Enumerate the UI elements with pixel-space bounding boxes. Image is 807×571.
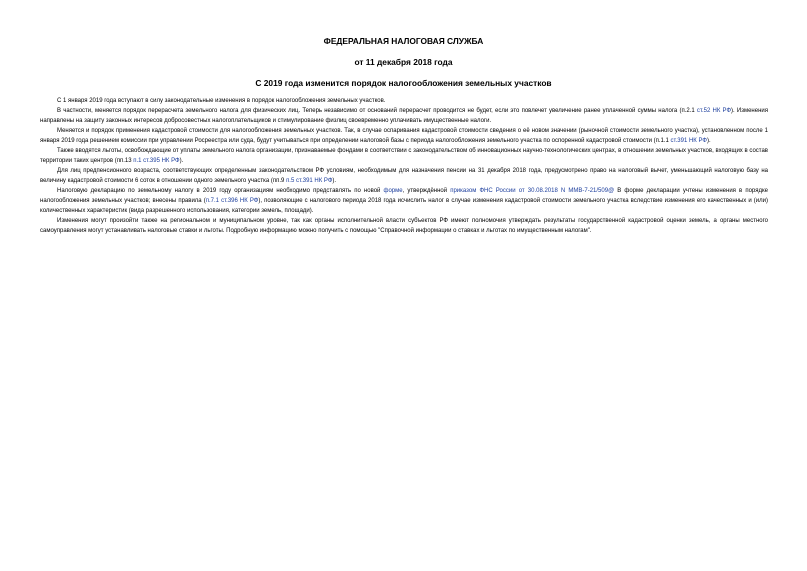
law-reference-link[interactable]: п.1 ст.395 НК РФ <box>133 158 180 164</box>
paragraph <box>40 106 768 126</box>
law-reference-link[interactable]: форме <box>383 188 403 194</box>
paragraph-text: Изменения могут произойти также на региональном и муниципальном уровне, так как органы исполнительной власти субъектов РФ имеют полномочия утверждать результаты государственной кадастровой оценки земель, а органы местного самоуправления могут устанавливать налоговые ставки и льготы. Подробную информацию можно получить с помощью "Справочной информации о ставках и льготах по имущественным налогам". <box>40 218 768 234</box>
paragraph <box>40 186 768 216</box>
paragraph <box>40 146 768 166</box>
paragraph-text: Меняется и порядок применения кадастровой стоимости для налогообложения земельных участков. Так, в случае оспаривания кадастровой стоимости сведения о её новом значении (рыночной стоимости земельного участка), установленном после 1 января 2019 года решением комиссии при управлении Росреестра или суда, будут учитываться при определении налоговой базы с периода налогообложения земельного участка по оспоренной кадастровой стоимости (п.1.1 <box>40 128 768 144</box>
paragraph-text: ). <box>706 138 711 144</box>
paragraph <box>40 216 768 236</box>
paragraph-text: ). <box>332 178 337 184</box>
paragraph-text: ). Изменения направлены на защиту законных интересов добросовестных налогоплательщиков и стимулирование физлиц своевременно уплачивать имущественные налоги. <box>40 108 768 124</box>
law-reference-link[interactable]: ст.52 НК РФ <box>696 108 732 114</box>
law-reference-link[interactable]: п.5 ст.391 НК РФ <box>286 178 333 184</box>
paragraph-text: Налоговую декларацию по земельному налогу в 2019 году организациям необходимо представлять по новой <box>57 188 384 194</box>
article-body <box>40 96 768 236</box>
paragraph-text: ), позволяющие с налогового периода 2018 года исчислить налог в случае изменения кадастровой стоимости земельного участка вследствие изменения его качественных и (или) количественных характеристик (вида разрешенного использования, категории земель, площади). <box>40 198 769 214</box>
paragraph-text: В частности, меняется порядок перерасчета земельного налога для физических лиц. Теперь независимо от оснований перерасчет проводится не будет, если это повлечет увеличение ранее уплаченной суммы налога (п.2.1 <box>57 108 697 114</box>
law-reference-link[interactable]: приказом ФНС России от 30.08.2018 N ММВ-7-21/509@ <box>450 188 615 194</box>
paragraph <box>40 166 768 186</box>
organization-heading: ФЕДЕРАЛЬНАЯ НАЛОГОВАЯ СЛУЖБА <box>323 36 484 46</box>
law-reference-link[interactable]: ст.391 НК РФ <box>670 138 707 144</box>
paragraph <box>40 96 768 106</box>
article-title: С 2019 года изменится порядок налогообложения земельных участков <box>255 78 552 88</box>
paragraph-text: В форме декларации учтены изменения в порядке налогообложения земельных участков; внесены правила ( <box>40 188 768 204</box>
paragraph-text: Для лиц предпенсионного возраста, соответствующих определенным законодательством РФ условиям, необходимым для назначения пенсии на 31 декабря 2018 года, предусмотрено право на налоговый вычет, уменьшающий налоговую базу на величину кадастровой стоимости 6 соток в отношении одного земельного участка (пп.9 <box>40 168 768 184</box>
paragraph-text: ). <box>179 158 184 164</box>
paragraph-text: Также вводятся льготы, освобождающие от уплаты земельного налога организации, признаваемые фондами в соответствии с законодательством об инновационных научно-технологических центрах, в отношении земельных участков, входящих в состав территории таких центров (пп.13 <box>40 148 768 164</box>
paragraph-text: С 1 января 2019 года вступают в силу законодательные изменения в порядок налогообложения земельных участков. <box>57 98 386 104</box>
law-reference-link[interactable]: п.7.1 ст.396 НК РФ <box>205 198 259 204</box>
date-heading: от 11 декабря 2018 года <box>354 57 453 67</box>
paragraph-text: , утверждённой <box>402 188 451 194</box>
paragraph <box>40 126 768 146</box>
